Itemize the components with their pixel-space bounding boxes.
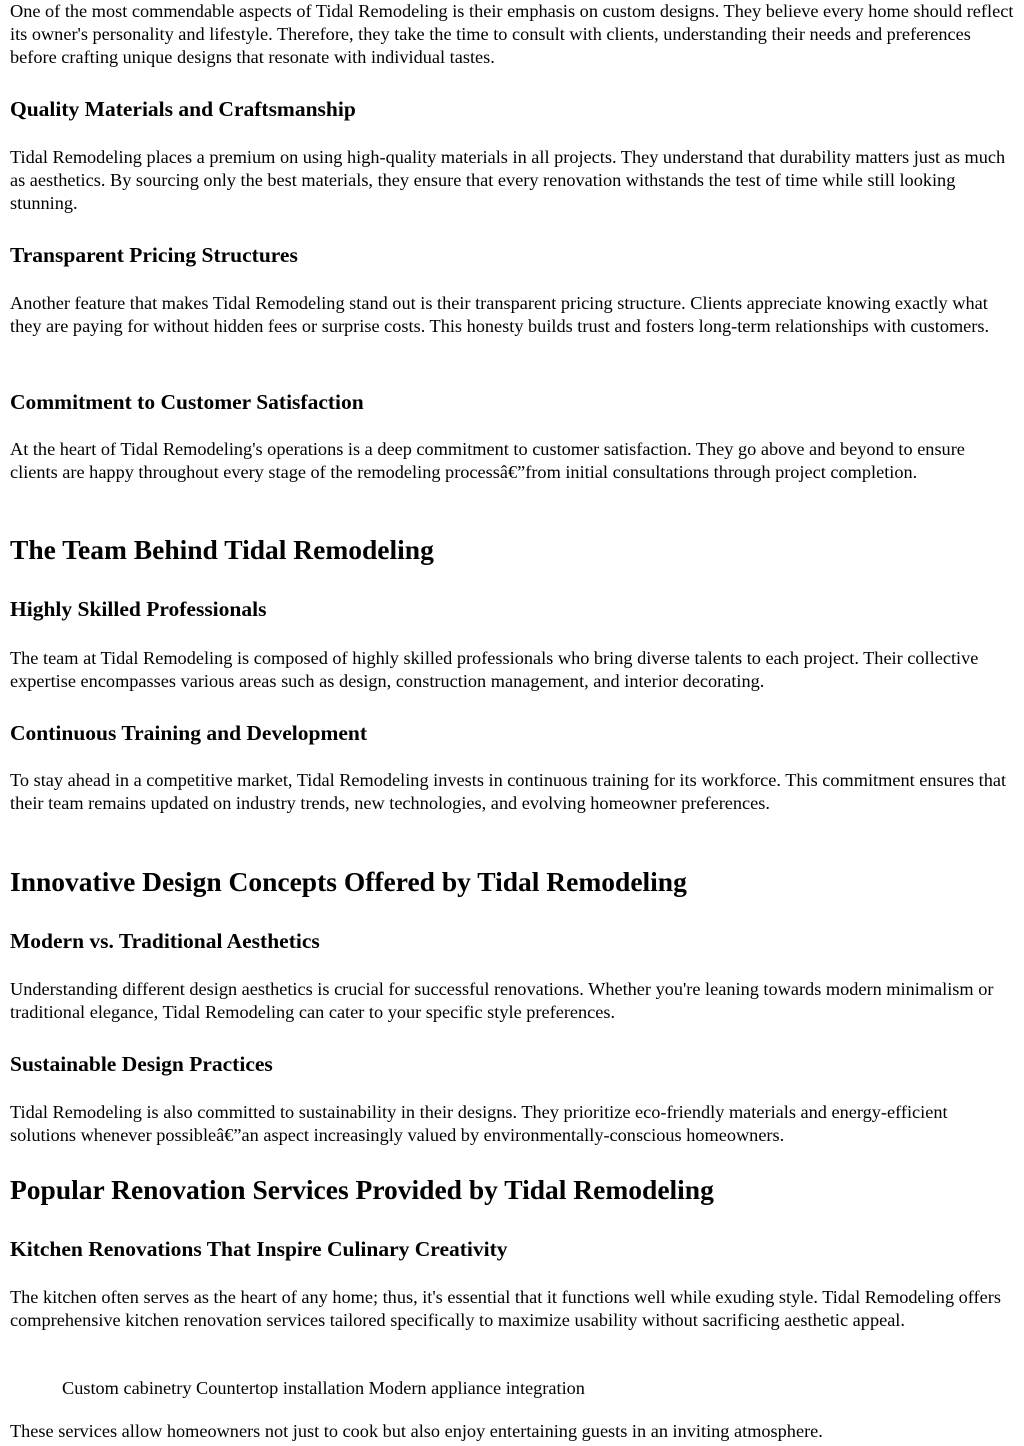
heading-skilled-professionals: Highly Skilled Professionals bbox=[10, 597, 267, 621]
heading-quality-materials: Quality Materials and Craftsmanship bbox=[10, 97, 356, 121]
heading-customer-satisfaction: Commitment to Customer Satisfaction bbox=[10, 390, 364, 414]
heading-transparent-pricing: Transparent Pricing Structures bbox=[10, 243, 298, 267]
heading-modern-traditional: Modern vs. Traditional Aesthetics bbox=[10, 929, 320, 953]
heading-kitchen-renovations: Kitchen Renovations That Inspire Culinary Creativity bbox=[10, 1237, 508, 1261]
section-title-services: Popular Renovation Services Provided by Tidal Remodeling bbox=[10, 1174, 714, 1205]
paragraph-customer-satisfaction: At the heart of Tidal Remodeling's operations is a deep commitment to customer satisfaction. They go above and beyond to ensure clients are happy throughout every stage of the remodeling processâ€”from initial consultations through project completion. bbox=[10, 439, 965, 483]
paragraph-kitchen-renovations: The kitchen often serves as the heart of any home; thus, it's essential that it functions well while exuding style. Tidal Remodeling offers comprehensive kitchen renovation services tailored specifically to maximize usability without sacrificing aesthetic appeal. bbox=[10, 1287, 1001, 1331]
section-title-design: Innovative Design Concepts Offered by Tidal Remodeling bbox=[10, 866, 687, 897]
heading-continuous-training: Continuous Training and Development bbox=[10, 721, 368, 745]
paragraph-modern-traditional: Understanding different design aesthetics is crucial for successful renovations. Whether you're leaning towards modern minimalism or traditional elegance, Tidal Remodeling can cater to your specific style preferences. bbox=[10, 979, 994, 1023]
paragraph-continuous-training: To stay ahead in a competitive market, Tidal Remodeling invests in continuous training for its workforce. This commitment ensures that their team remains updated on industry trends, new technologies, and evolving homeowner preferences. bbox=[10, 770, 1007, 814]
intro-paragraph: One of the most commendable aspects of Tidal Remodeling is their emphasis on custom designs. They believe every home should reflect its owner's personality and lifestyle. Therefore, they take the time to consult with clients, understanding their needs and preferences before crafting unique designs that resonate with individual tastes. bbox=[10, 1, 1014, 68]
paragraph-skilled-professionals: The team at Tidal Remodeling is composed of highly skilled professionals who bring diverse talents to each project. Their collective expertise encompasses various areas such as design, construction management, and interior decorating. bbox=[10, 648, 979, 692]
paragraph-closing: These services allow homeowners not just to cook but also enjoy entertaining guests in an inviting atmosphere. bbox=[10, 1421, 823, 1441]
paragraph-transparent-pricing: Another feature that makes Tidal Remodeling stand out is their transparent pricing structure. Clients appreciate knowing exactly what they are paying for without hidden fees or surprise costs. This honesty builds trust and fosters long-term relationships with customers. bbox=[10, 293, 990, 337]
paragraph-sustainable-design: Tidal Remodeling is also committed to sustainability in their designs. They prioritize eco-friendly materials and energy-efficient solutions whenever possibleâ€”an aspect increasingly valued by environmentally-conscious homeowners. bbox=[10, 1102, 948, 1146]
section-title-team: The Team Behind Tidal Remodeling bbox=[10, 534, 434, 565]
kitchen-services-list: Custom cabinetry Countertop installation Modern appliance integration bbox=[62, 1378, 585, 1398]
heading-sustainable-design: Sustainable Design Practices bbox=[10, 1052, 273, 1076]
paragraph-quality-materials: Tidal Remodeling places a premium on using high-quality materials in all projects. They understand that durability matters just as much as aesthetics. By sourcing only the best materials, they ensure that every renovation withstands the test of time while still looking stunning. bbox=[10, 147, 1006, 214]
